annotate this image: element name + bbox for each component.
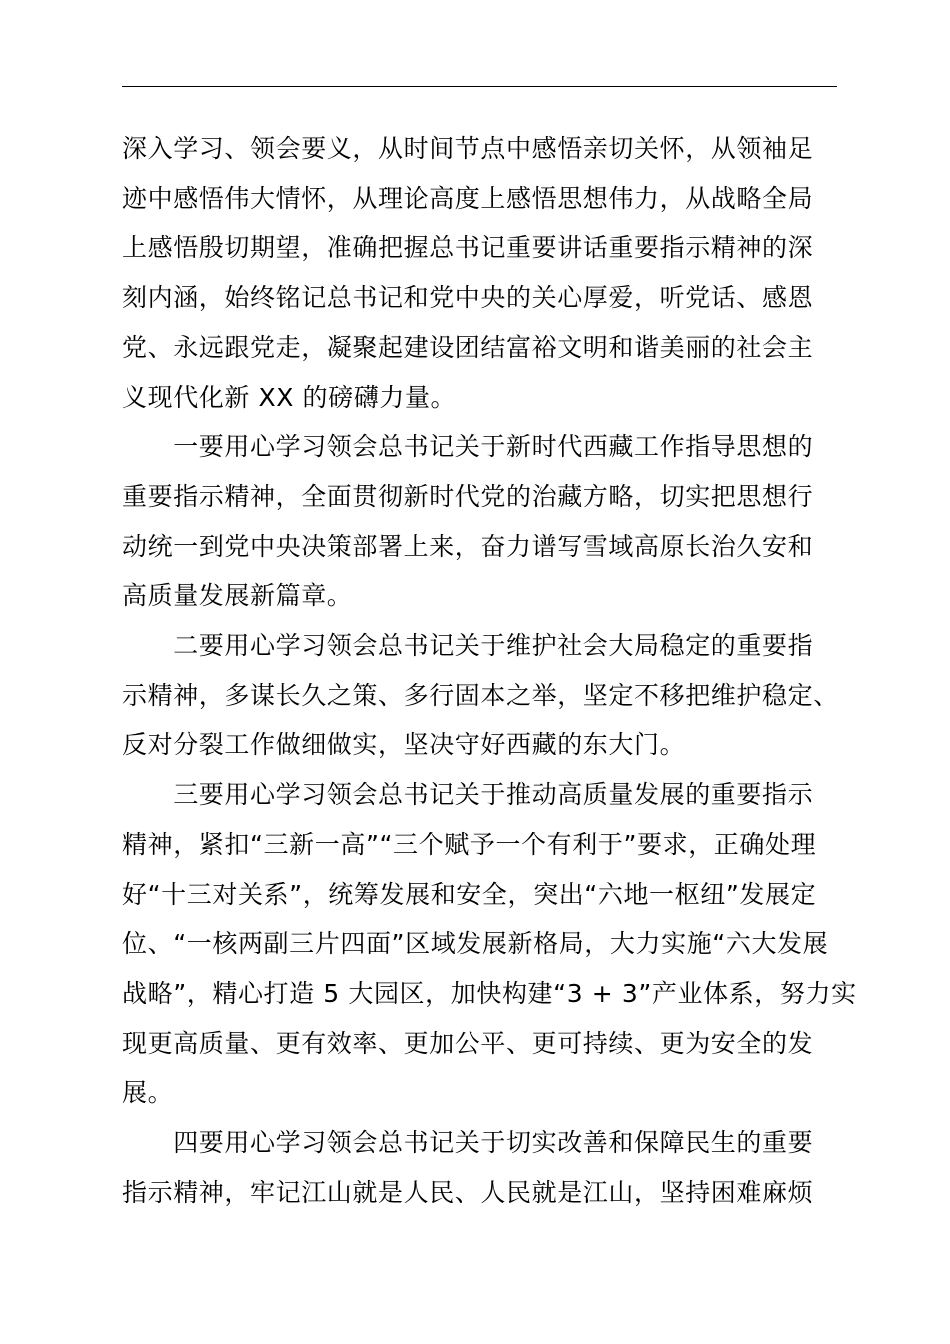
- header-rule: [122, 86, 837, 87]
- text-line: 深入学习、领会要义，从时间节点中感悟亲切关怀，从领袖足: [122, 134, 814, 163]
- text-line: 位、“一核两副三片四面”区域发展新格局，大力实施“六大发展: [122, 929, 829, 959]
- text-line: 一要用心学习领会总书记关于新时代西藏工作指导思想的: [122, 432, 814, 462]
- text-line: 义现代化新 XX 的磅礴力量。: [122, 382, 457, 412]
- text-line: 刻内涵，始终铭记总书记和党中央的关心厚爱，听党话、感恩: [122, 283, 814, 313]
- text-line: 动统一到党中央决策部署上来，奋力谱写雪域高原长治久安和: [122, 531, 814, 561]
- text-line: 迹中感悟伟大情怀，从理论高度上感悟思想伟力，从战略全局: [122, 183, 814, 213]
- paragraph-point-one: [122, 422, 837, 621]
- text-line: 上感悟殷切期望，准确把握总书记重要讲话重要指示精神的深: [122, 233, 814, 263]
- text-line: 高质量发展新篇章。: [122, 581, 353, 611]
- text-line: 指示精神，牢记江山就是人民、人民就是江山，坚持困难麻烦: [122, 1177, 814, 1207]
- document-body: [122, 124, 857, 1217]
- text-line: 四要用心学习领会总书记关于切实改善和保障民生的重要: [122, 1128, 814, 1158]
- text-line: 精神，紧扣“三新一高”“三个赋予一个有利于”要求，正确处理: [122, 829, 817, 859]
- text-line: 现更高质量、更有效率、更加公平、更可持续、更为安全的发: [122, 1028, 814, 1058]
- text-line: 重要指示精神，全面贯彻新时代党的治藏方略，切实把思想行: [122, 481, 814, 511]
- paragraph-point-two: [122, 621, 837, 770]
- text-line: 展。: [122, 1078, 174, 1108]
- text-line: 战略”，精心打造 5 大园区，加快构建“3 + 3”产业体系，努力实: [122, 978, 857, 1008]
- text-line: 反对分裂工作做细做实，坚决守好西藏的东大门。: [122, 730, 686, 760]
- text-line: 党、永远跟党走，凝聚起建设团结富裕文明和谐美丽的社会主: [122, 332, 814, 362]
- text-line: 二要用心学习领会总书记关于维护社会大局稳定的重要指: [122, 631, 814, 661]
- text-line: 示精神，多谋长久之策、多行固本之举，坚定不移把维护稳定、: [122, 680, 839, 710]
- text-line: 三要用心学习领会总书记关于推动高质量发展的重要指示: [122, 780, 814, 810]
- text-line: 好“十三对关系”，统筹发展和安全，突出“六地一枢纽”发展定: [122, 879, 817, 909]
- paragraph-point-three: [122, 770, 857, 1118]
- paragraph-intro: [122, 124, 837, 422]
- paragraph-point-four: [122, 1118, 837, 1217]
